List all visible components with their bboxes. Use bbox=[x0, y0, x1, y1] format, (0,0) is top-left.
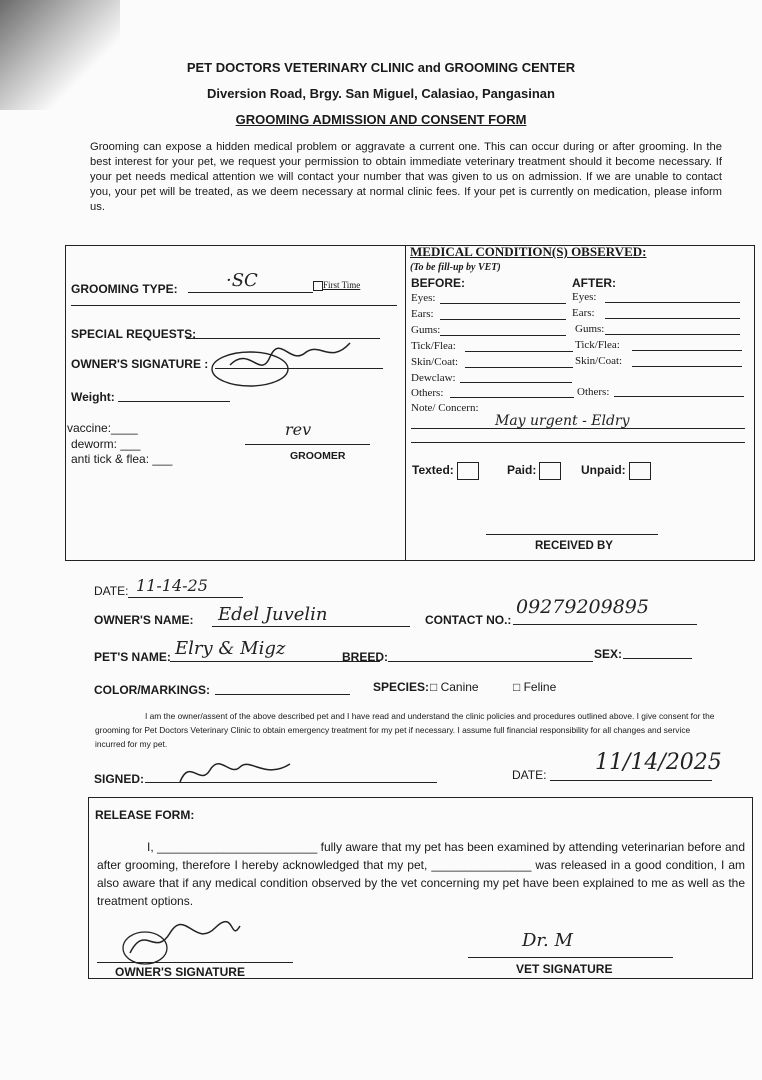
release-owner-signature-line[interactable] bbox=[97, 962, 293, 963]
weight-field[interactable] bbox=[118, 401, 230, 402]
vet-signature-value: Dr. M bbox=[522, 930, 573, 951]
pet-name-value: Elry & Migz bbox=[175, 638, 286, 659]
dewclaw-label: Dewclaw: bbox=[411, 372, 456, 384]
others-after-field[interactable] bbox=[614, 396, 744, 397]
vet-signature-line[interactable] bbox=[468, 957, 673, 958]
groomer-signature: rev bbox=[285, 420, 312, 439]
unpaid-checkbox[interactable]: Unpaid: bbox=[581, 462, 651, 480]
others-after-label: Others: bbox=[577, 386, 610, 398]
note-line-1[interactable] bbox=[411, 428, 745, 429]
pet-name-label: PET'S NAME: bbox=[94, 650, 171, 664]
signed-date-field[interactable] bbox=[550, 780, 712, 781]
release-owner-signature-label: OWNER'S SIGNATURE bbox=[115, 965, 245, 979]
after-row-label: Tick/Flea: bbox=[575, 339, 620, 351]
anti-tick-label: anti tick & flea: ___ bbox=[71, 452, 173, 466]
after-row-field[interactable] bbox=[632, 350, 742, 351]
release-title: RELEASE FORM: bbox=[95, 808, 195, 822]
vaccine-label: vaccine:____ bbox=[67, 421, 138, 435]
color-field[interactable] bbox=[215, 694, 350, 695]
before-row-label: Skin/Coat: bbox=[411, 356, 459, 368]
owner-name-value: Edel Juvelin bbox=[218, 604, 328, 625]
breed-field[interactable] bbox=[388, 661, 593, 662]
before-row-label: Gums: bbox=[411, 324, 441, 336]
texted-checkbox[interactable]: Texted: bbox=[412, 462, 479, 480]
signed-label: SIGNED: bbox=[94, 772, 145, 786]
others-before-field[interactable] bbox=[450, 397, 574, 398]
intro-paragraph: Grooming can expose a hidden medical problem or aggravate a current one. This can occur during or after grooming. In the best interest for your pet, we request your permission to obtain immediate veterinary treatment should it become necessary. If your pet needs medical attention we will contact your number that was given to us on admission. If we are unable to contact you, your pet will be treated, as we deem necessary at normal clinic fees. If your pet is currently on medication, please inform us. bbox=[90, 141, 722, 213]
consent-paragraph: I am the owner/assent of the above described pet and I have read and understand the clinic policies and procedures outlined above. I give consent for the grooming for Pet Doctors Veterinary Clinic to obtain emergency treatment for my pet if necessary. I assume full financial responsibility for all changes and service incurred for my pet. bbox=[95, 711, 715, 749]
others-before-label: Others: bbox=[411, 387, 444, 399]
before-label: BEFORE: bbox=[411, 276, 465, 290]
received-by-label: RECEIVED BY bbox=[535, 540, 613, 552]
sex-label: SEX: bbox=[594, 647, 623, 661]
note-line-2[interactable] bbox=[411, 442, 745, 443]
before-row-field[interactable] bbox=[440, 319, 566, 320]
clinic-name: PET DOCTORS VETERINARY CLINIC and GROOMING CENTER bbox=[186, 60, 576, 75]
date-value: 11-14-25 bbox=[136, 576, 208, 595]
color-label: COLOR/MARKINGS: bbox=[94, 683, 210, 697]
after-row-field[interactable] bbox=[632, 366, 742, 367]
after-row-field[interactable] bbox=[605, 334, 740, 335]
before-row-label: Eyes: bbox=[411, 292, 436, 304]
after-row-label: Gums: bbox=[575, 323, 605, 335]
before-row-label: Tick/Flea: bbox=[411, 340, 456, 352]
dewclaw-field[interactable] bbox=[460, 382, 572, 383]
grooming-type-label: GROOMING TYPE: bbox=[71, 282, 178, 296]
deworm-label: deworm: ___ bbox=[71, 437, 141, 451]
date-label: DATE: bbox=[94, 584, 129, 598]
owner-signature-label: OWNER'S SIGNATURE : bbox=[71, 357, 209, 371]
before-row-field[interactable] bbox=[465, 351, 573, 352]
canine-checkbox[interactable]: □ Canine bbox=[430, 680, 479, 694]
signed-signature-scribble bbox=[170, 752, 310, 792]
after-row-field[interactable] bbox=[605, 302, 740, 303]
before-row-field[interactable] bbox=[440, 335, 566, 336]
after-row-label: Skin/Coat: bbox=[575, 355, 623, 367]
box-divider bbox=[405, 245, 406, 561]
groomer-label: GROOMER bbox=[290, 450, 346, 462]
signed-date-value: 11/14/2025 bbox=[595, 750, 722, 775]
contact-field[interactable] bbox=[513, 624, 697, 625]
before-row-label: Ears: bbox=[411, 308, 434, 320]
owner-signature-scribble bbox=[210, 335, 370, 395]
note-value: May urgent - Eldry bbox=[495, 413, 630, 429]
grooming-type-extra-line bbox=[71, 305, 397, 306]
special-requests-label: SPECIAL REQUESTS: bbox=[71, 327, 197, 341]
sex-field[interactable] bbox=[623, 658, 692, 659]
owner-name-label: OWNER'S NAME: bbox=[94, 613, 194, 627]
paid-checkbox[interactable]: Paid: bbox=[507, 462, 561, 480]
after-label: AFTER: bbox=[572, 276, 616, 290]
breed-label: BREED: bbox=[342, 650, 389, 664]
feline-checkbox[interactable]: □ Feline bbox=[513, 680, 557, 694]
medical-title: MEDICAL CONDITION(S) OBSERVED: bbox=[410, 244, 647, 259]
species-label: SPECIES: bbox=[373, 680, 430, 694]
vet-signature-label: VET SIGNATURE bbox=[516, 962, 613, 976]
before-row-field[interactable] bbox=[440, 303, 566, 304]
first-time-checkbox[interactable]: First Time bbox=[313, 280, 360, 291]
contact-value: 09279209895 bbox=[516, 596, 649, 618]
release-owner-signature-scribble bbox=[115, 918, 255, 968]
weight-label: Weight: bbox=[71, 390, 115, 404]
after-row-label: Eyes: bbox=[572, 291, 597, 303]
received-by-line bbox=[486, 534, 658, 535]
medical-subtitle: (To be fill-up by VET) bbox=[410, 262, 501, 273]
signed-date-label: DATE: bbox=[512, 768, 547, 782]
groomer-line bbox=[245, 444, 370, 445]
after-row-field[interactable] bbox=[605, 318, 740, 319]
note-label: Note/ Concern: bbox=[411, 402, 479, 414]
before-row-field[interactable] bbox=[465, 367, 573, 368]
form-title: GROOMING ADMISSION AND CONSENT FORM bbox=[235, 112, 527, 127]
after-row-label: Ears: bbox=[572, 307, 595, 319]
release-paragraph: I, ________________________ fully aware that my pet has been examined by attending veterinarian before and after grooming, therefore I hereby acknowledged that my pet, _______________ was released in a good condition, I am also aware that if any medical condition observed by the vet concerning my pet have been explained to me as well as the treatment options. bbox=[97, 840, 745, 908]
date-field[interactable] bbox=[128, 597, 243, 598]
contact-label: CONTACT NO.: bbox=[425, 613, 512, 627]
grooming-type-value: ·SC bbox=[226, 270, 258, 291]
owner-name-field[interactable] bbox=[212, 626, 410, 627]
clinic-address: Diversion Road, Brgy. San Miguel, Calasiao, Pangasinan bbox=[207, 86, 555, 101]
grooming-type-field[interactable] bbox=[188, 292, 313, 293]
